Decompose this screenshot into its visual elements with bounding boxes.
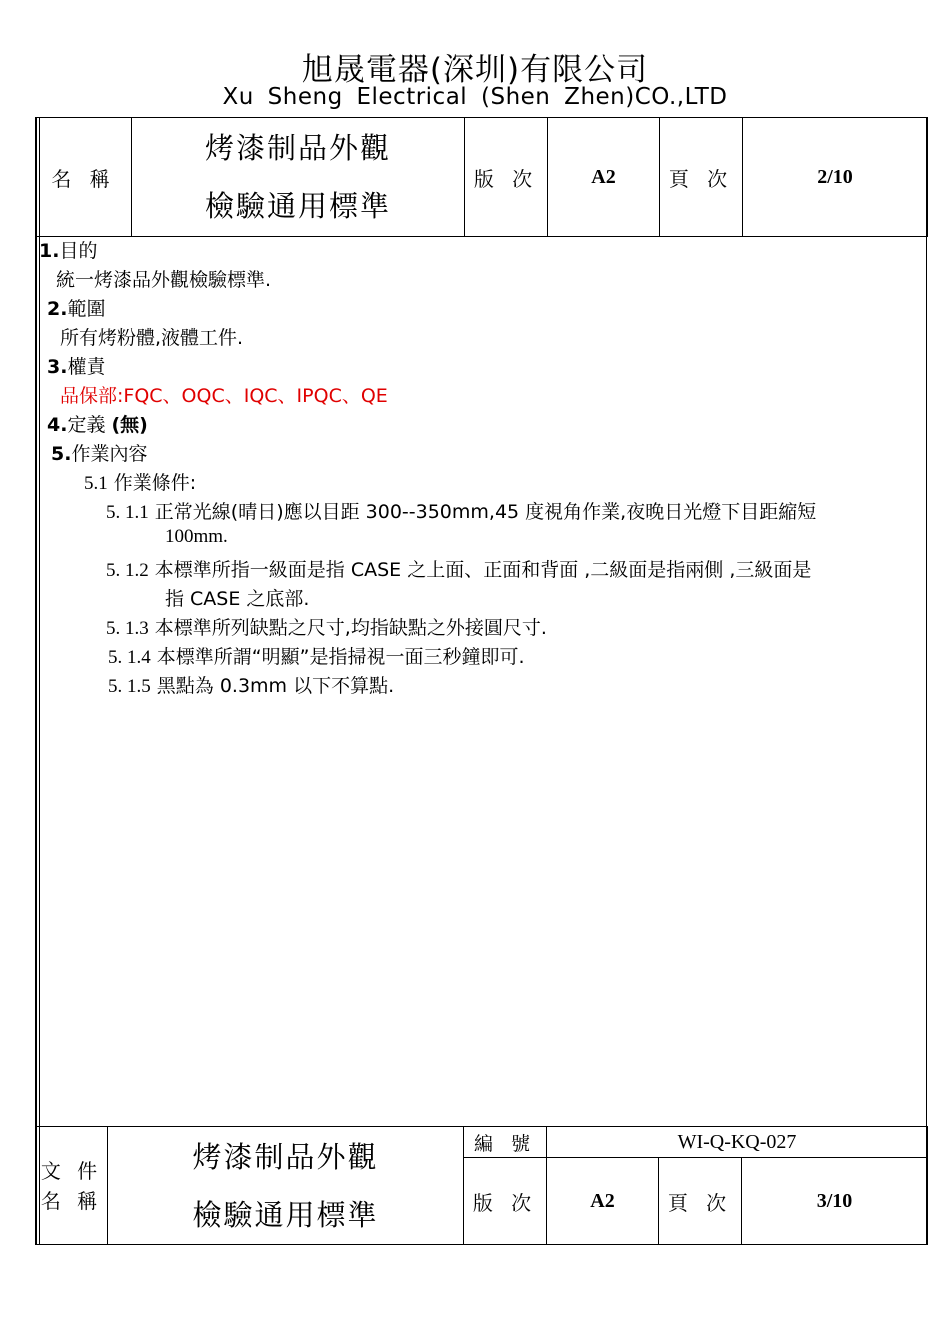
section-5-title: 作業內容 bbox=[71, 443, 148, 465]
section-5-1-5-number: 5. 1.5 bbox=[108, 676, 151, 697]
section-5-1-2-text: 本標準所指一級面是指 CASE 之上面、正面和背面 ,二級面是指兩側 ,三級面是 bbox=[148, 559, 812, 581]
header-table bbox=[35, 117, 928, 237]
section-2-body: 所有烤粉體,液體工件. bbox=[60, 327, 244, 349]
footer-title bbox=[108, 1127, 464, 1245]
section-1-title: 目的 bbox=[59, 240, 98, 262]
footer-table bbox=[35, 1126, 928, 1245]
section-5-1-text: 作業條件: bbox=[107, 472, 197, 494]
section-3-number: 3. bbox=[47, 356, 68, 378]
section-2-number: 2. bbox=[47, 298, 68, 320]
doc-name-label-2: 名 稱 bbox=[40, 1188, 103, 1213]
section-5-1-1 bbox=[106, 497, 816, 524]
footer-version-value: A2 bbox=[547, 1158, 659, 1245]
section-1-heading bbox=[39, 236, 97, 263]
version-label: 版 次 bbox=[465, 118, 548, 237]
section-5-1-5 bbox=[108, 671, 394, 698]
section-5-1-3-text: 本標準所列缺點之尺寸,均指缺點之外接圓尺寸. bbox=[148, 617, 547, 639]
section-5-1-3 bbox=[106, 613, 547, 640]
footer-page-label: 頁 次 bbox=[659, 1158, 742, 1245]
section-5-1-1-number: 5. 1.1 bbox=[106, 502, 149, 523]
section-5-number: 5. bbox=[51, 443, 72, 465]
footer-title-line-1: 烤漆制品外觀 bbox=[192, 1139, 379, 1174]
code-value: WI-Q-KQ-027 bbox=[547, 1127, 928, 1158]
name-label: 名 稱 bbox=[36, 118, 132, 237]
section-2-heading bbox=[47, 294, 105, 321]
code-label: 編 號 bbox=[464, 1127, 547, 1158]
doc-name-label bbox=[36, 1127, 108, 1245]
doc-name-label-1: 文 件 bbox=[40, 1158, 103, 1183]
section-5-1-2-number: 5. 1.2 bbox=[106, 560, 149, 581]
section-4-number: 4. bbox=[47, 414, 68, 436]
title-line-1: 烤漆制品外觀 bbox=[204, 131, 391, 165]
section-3-title: 權責 bbox=[67, 356, 106, 378]
section-4-title: 定義 bbox=[67, 414, 112, 436]
footer-title-line-2: 檢驗通用標準 bbox=[192, 1197, 379, 1232]
section-3-body: 品保部:FQC、OQC、IQC、IPQC、QE bbox=[60, 385, 388, 407]
section-1-body: 統一烤漆品外觀檢驗標準. bbox=[56, 269, 272, 291]
title-line-2: 檢驗通用標準 bbox=[204, 189, 391, 223]
company-name-cn: 旭晟電器(深圳)有限公司 bbox=[301, 52, 649, 88]
section-5-1-4-number: 5. 1.4 bbox=[108, 647, 151, 668]
section-5-1-3-number: 5. 1.3 bbox=[106, 618, 149, 639]
section-1-number: 1. bbox=[39, 240, 60, 262]
version-value: A2 bbox=[548, 118, 660, 237]
section-4-heading bbox=[47, 410, 148, 437]
section-5-1-2 bbox=[106, 555, 811, 582]
section-5-1 bbox=[84, 468, 196, 495]
page-label: 頁 次 bbox=[660, 118, 743, 237]
section-3-heading bbox=[47, 352, 105, 379]
section-5-1-4 bbox=[108, 642, 525, 669]
section-5-1-2-cont: 指 CASE 之底部. bbox=[165, 588, 310, 610]
footer-page-value: 3/10 bbox=[742, 1158, 928, 1245]
section-5-heading bbox=[51, 439, 147, 466]
document-title bbox=[132, 118, 465, 237]
footer-version-label: 版 次 bbox=[464, 1158, 547, 1245]
section-5-1-1-text: 正常光線(晴日)應以目距 300--350mm,45 度視角作業,夜晚日光燈下目距縮短 bbox=[148, 501, 817, 523]
page-value: 2/10 bbox=[743, 118, 928, 237]
section-2-title: 範圍 bbox=[67, 298, 106, 320]
section-5-1-4-text: 本標準所謂“明顯”是指掃視一面三秒鐘即可. bbox=[150, 646, 525, 668]
section-5-1-number: 5.1 bbox=[84, 473, 108, 494]
section-5-1-1-cont: 100mm. bbox=[165, 526, 228, 547]
section-5-1-5-text: 黑點為 0.3mm 以下不算點. bbox=[150, 675, 395, 697]
section-4-note: (無) bbox=[111, 414, 148, 436]
company-name-en: Xu Sheng Electrical (Shen Zhen)CO.,LTD bbox=[222, 84, 728, 110]
